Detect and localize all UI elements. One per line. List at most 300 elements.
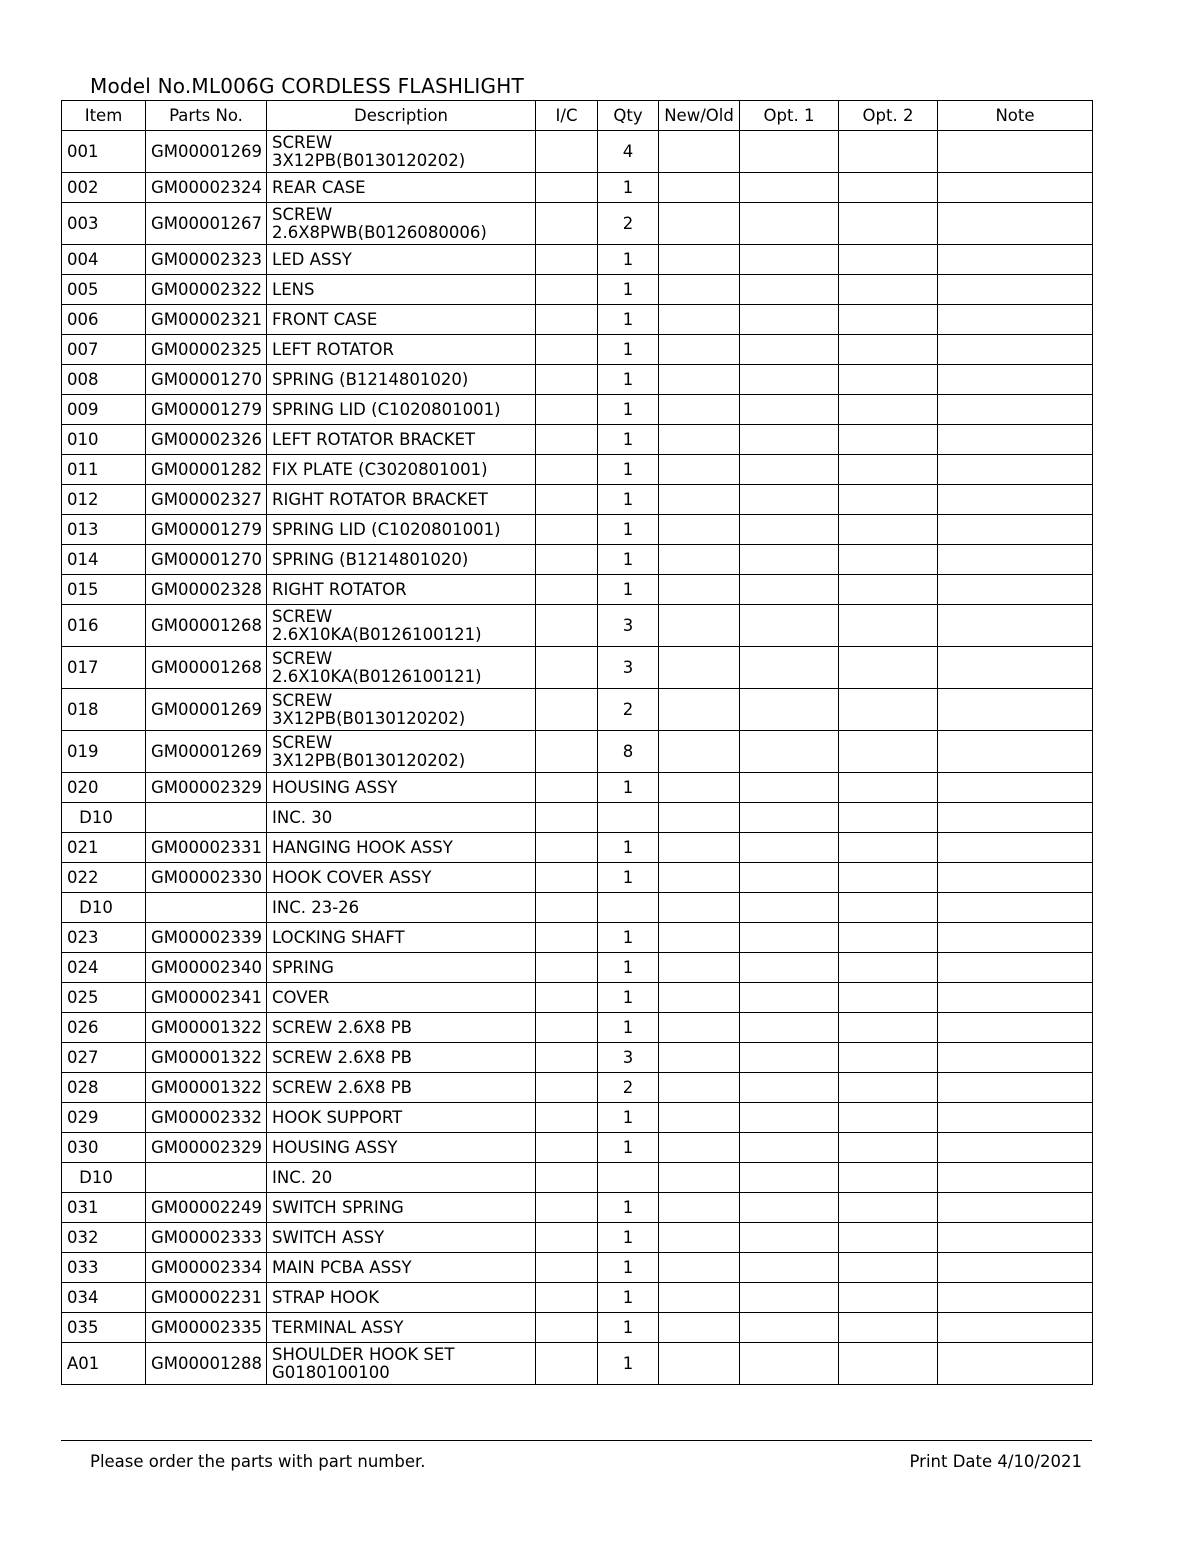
description-line: SCREW — [272, 648, 333, 668]
note-cell — [938, 731, 1093, 773]
description-line: MAIN PCBA ASSY — [272, 1257, 412, 1277]
item-cell: 033 — [62, 1253, 146, 1283]
parts-no-cell: GM00001322 — [146, 1013, 267, 1043]
description-line: SHOULDER HOOK SET — [272, 1344, 455, 1364]
table-row — [62, 545, 1093, 575]
table-row — [62, 485, 1093, 515]
parts-no-cell: GM00002249 — [146, 1193, 267, 1223]
column-header-parts-no: Parts No. — [146, 101, 267, 131]
description-line: RIGHT ROTATOR — [272, 579, 407, 599]
description-cell — [267, 1163, 536, 1193]
note-cell — [938, 1343, 1093, 1385]
description-line: LENS — [272, 279, 315, 299]
item-cell: 009 — [62, 395, 146, 425]
opt-2-cell — [839, 335, 938, 365]
item-cell: 029 — [62, 1103, 146, 1133]
note-cell — [938, 647, 1093, 689]
description-line: HANGING HOOK ASSY — [272, 837, 453, 857]
new-old-cell — [659, 275, 740, 305]
opt-2-cell — [839, 1253, 938, 1283]
table-row — [62, 1253, 1093, 1283]
qty-cell: 1 — [598, 485, 659, 515]
description-cell — [267, 731, 536, 773]
opt-1-cell — [740, 1283, 839, 1313]
note-cell — [938, 545, 1093, 575]
description-line: SPRING (B1214801020) — [272, 549, 469, 569]
note-cell — [938, 893, 1093, 923]
description-cell — [267, 1043, 536, 1073]
qty-cell: 1 — [598, 863, 659, 893]
description-line: 3X12PB(B0130120202) — [272, 708, 466, 728]
opt-1-cell — [740, 983, 839, 1013]
parts-no-cell: GM00001269 — [146, 731, 267, 773]
description-cell — [267, 605, 536, 647]
description-cell — [267, 1283, 536, 1313]
item-cell: 002 — [62, 173, 146, 203]
opt-1-cell — [740, 305, 839, 335]
description-cell — [267, 833, 536, 863]
description-line: SCREW — [272, 204, 333, 224]
note-cell — [938, 773, 1093, 803]
opt-2-cell — [839, 131, 938, 173]
item-cell: 004 — [62, 245, 146, 275]
ic-cell — [536, 1043, 598, 1073]
ic-cell — [536, 1313, 598, 1343]
new-old-cell — [659, 731, 740, 773]
qty-cell: 1 — [598, 1193, 659, 1223]
qty-cell: 1 — [598, 455, 659, 485]
qty-cell: 1 — [598, 1343, 659, 1385]
qty-cell: 1 — [598, 545, 659, 575]
item-cell: A01 — [62, 1343, 146, 1385]
description-cell — [267, 1223, 536, 1253]
ic-cell — [536, 275, 598, 305]
opt-1-cell — [740, 863, 839, 893]
description-line: 2.6X10KA(B0126100121) — [272, 624, 482, 644]
table-row — [62, 647, 1093, 689]
table-row — [62, 1103, 1093, 1133]
opt-2-cell — [839, 1103, 938, 1133]
ic-cell — [536, 335, 598, 365]
description-line: FIX PLATE (C3020801001) — [272, 459, 488, 479]
opt-2-cell — [839, 1133, 938, 1163]
table-row — [62, 953, 1093, 983]
note-cell — [938, 455, 1093, 485]
ic-cell — [536, 1283, 598, 1313]
opt-1-cell — [740, 647, 839, 689]
qty-cell: 1 — [598, 245, 659, 275]
description-line: TERMINAL ASSY — [272, 1317, 404, 1337]
description-cell — [267, 923, 536, 953]
description-line: SCREW 2.6X8 PB — [272, 1077, 413, 1097]
opt-2-cell — [839, 203, 938, 245]
opt-2-cell — [839, 1013, 938, 1043]
parts-no-cell: GM00002328 — [146, 575, 267, 605]
parts-no-cell: GM00002334 — [146, 1253, 267, 1283]
opt-1-cell — [740, 833, 839, 863]
qty-cell: 1 — [598, 1103, 659, 1133]
new-old-cell — [659, 1073, 740, 1103]
description-line: SCREW 2.6X8 PB — [272, 1017, 413, 1037]
description-cell — [267, 893, 536, 923]
new-old-cell — [659, 575, 740, 605]
description-cell — [267, 863, 536, 893]
qty-cell — [598, 893, 659, 923]
opt-1-cell — [740, 1223, 839, 1253]
opt-2-cell — [839, 1163, 938, 1193]
opt-2-cell — [839, 773, 938, 803]
parts-no-cell: GM00001269 — [146, 689, 267, 731]
qty-cell: 1 — [598, 923, 659, 953]
new-old-cell — [659, 395, 740, 425]
column-header-description: Description — [267, 101, 536, 131]
opt-2-cell — [839, 953, 938, 983]
description-cell — [267, 173, 536, 203]
item-cell: 025 — [62, 983, 146, 1013]
opt-1-cell — [740, 803, 839, 833]
opt-1-cell — [740, 545, 839, 575]
note-cell — [938, 1223, 1093, 1253]
ic-cell — [536, 731, 598, 773]
parts-no-cell: GM00001288 — [146, 1343, 267, 1385]
item-cell: 021 — [62, 833, 146, 863]
ic-cell — [536, 953, 598, 983]
qty-cell: 1 — [598, 395, 659, 425]
description-cell — [267, 647, 536, 689]
item-cell: 024 — [62, 953, 146, 983]
column-header-item: Item — [62, 101, 146, 131]
opt-2-cell — [839, 545, 938, 575]
opt-1-cell — [740, 773, 839, 803]
description-cell — [267, 1193, 536, 1223]
description-cell — [267, 335, 536, 365]
column-header-opt-2: Opt. 2 — [839, 101, 938, 131]
note-cell — [938, 1193, 1093, 1223]
item-cell: 001 — [62, 131, 146, 173]
item-cell: D10 — [62, 1163, 146, 1193]
description-cell — [267, 425, 536, 455]
note-cell — [938, 1103, 1093, 1133]
opt-1-cell — [740, 1163, 839, 1193]
item-cell: 017 — [62, 647, 146, 689]
parts-table-body — [62, 131, 1093, 1385]
opt-1-cell — [740, 893, 839, 923]
ic-cell — [536, 545, 598, 575]
description-cell — [267, 545, 536, 575]
description-cell — [267, 575, 536, 605]
description-line: COVER — [272, 987, 330, 1007]
opt-2-cell — [839, 605, 938, 647]
opt-1-cell — [740, 173, 839, 203]
opt-2-cell — [839, 455, 938, 485]
opt-2-cell — [839, 1223, 938, 1253]
new-old-cell — [659, 455, 740, 485]
note-cell — [938, 605, 1093, 647]
item-cell: 030 — [62, 1133, 146, 1163]
note-cell — [938, 203, 1093, 245]
new-old-cell — [659, 1133, 740, 1163]
table-row — [62, 305, 1093, 335]
description-line: SPRING LID (C1020801001) — [272, 399, 501, 419]
opt-1-cell — [740, 1253, 839, 1283]
parts-no-cell — [146, 1163, 267, 1193]
opt-1-cell — [740, 395, 839, 425]
new-old-cell — [659, 833, 740, 863]
description-cell — [267, 305, 536, 335]
opt-2-cell — [839, 515, 938, 545]
opt-1-cell — [740, 689, 839, 731]
note-cell — [938, 1163, 1093, 1193]
column-header-new-old: New/Old — [659, 101, 740, 131]
table-row — [62, 983, 1093, 1013]
note-cell — [938, 1013, 1093, 1043]
table-row — [62, 773, 1093, 803]
description-cell — [267, 131, 536, 173]
parts-no-cell: GM00002329 — [146, 773, 267, 803]
ic-cell — [536, 1343, 598, 1385]
ic-cell — [536, 485, 598, 515]
item-cell: D10 — [62, 893, 146, 923]
item-cell: 035 — [62, 1313, 146, 1343]
ic-cell — [536, 773, 598, 803]
new-old-cell — [659, 983, 740, 1013]
ic-cell — [536, 863, 598, 893]
new-old-cell — [659, 1343, 740, 1385]
description-cell — [267, 245, 536, 275]
new-old-cell — [659, 1313, 740, 1343]
qty-cell: 3 — [598, 605, 659, 647]
description-line: SCREW — [272, 690, 333, 710]
description-line: LEFT ROTATOR — [272, 339, 394, 359]
table-row — [62, 131, 1093, 173]
description-cell — [267, 1073, 536, 1103]
description-line: REAR CASE — [272, 177, 366, 197]
new-old-cell — [659, 1163, 740, 1193]
ic-cell — [536, 1163, 598, 1193]
opt-2-cell — [839, 863, 938, 893]
parts-no-cell: GM00001270 — [146, 365, 267, 395]
qty-cell: 1 — [598, 1253, 659, 1283]
opt-1-cell — [740, 1043, 839, 1073]
item-cell: 019 — [62, 731, 146, 773]
opt-2-cell — [839, 425, 938, 455]
item-cell: 014 — [62, 545, 146, 575]
note-cell — [938, 173, 1093, 203]
table-row — [62, 803, 1093, 833]
description-cell — [267, 983, 536, 1013]
new-old-cell — [659, 1103, 740, 1133]
description-line: LEFT ROTATOR BRACKET — [272, 429, 476, 449]
parts-no-cell: GM00002339 — [146, 923, 267, 953]
qty-cell — [598, 1163, 659, 1193]
qty-cell: 1 — [598, 173, 659, 203]
parts-no-cell: GM00002326 — [146, 425, 267, 455]
qty-cell: 1 — [598, 833, 659, 863]
qty-cell: 1 — [598, 1313, 659, 1343]
table-row — [62, 335, 1093, 365]
qty-cell: 1 — [598, 1283, 659, 1313]
opt-1-cell — [740, 605, 839, 647]
table-row — [62, 395, 1093, 425]
parts-no-cell: GM00002324 — [146, 173, 267, 203]
parts-no-cell: GM00001268 — [146, 647, 267, 689]
parts-no-cell: GM00002341 — [146, 983, 267, 1013]
table-row — [62, 575, 1093, 605]
opt-1-cell — [740, 335, 839, 365]
description-line: LOCKING SHAFT — [272, 927, 405, 947]
item-cell: 006 — [62, 305, 146, 335]
new-old-cell — [659, 173, 740, 203]
note-cell — [938, 1043, 1093, 1073]
ic-cell — [536, 305, 598, 335]
parts-table — [61, 100, 1093, 1385]
description-line: 2.6X10KA(B0126100121) — [272, 666, 482, 686]
description-line: HOOK COVER ASSY — [272, 867, 432, 887]
description-line: RIGHT ROTATOR BRACKET — [272, 489, 488, 509]
ic-cell — [536, 395, 598, 425]
opt-2-cell — [839, 647, 938, 689]
note-cell — [938, 923, 1093, 953]
opt-1-cell — [740, 131, 839, 173]
description-cell — [267, 1253, 536, 1283]
parts-no-cell — [146, 893, 267, 923]
item-cell: 005 — [62, 275, 146, 305]
new-old-cell — [659, 689, 740, 731]
parts-no-cell: GM00002340 — [146, 953, 267, 983]
parts-no-cell: GM00002335 — [146, 1313, 267, 1343]
item-cell: 015 — [62, 575, 146, 605]
note-cell — [938, 365, 1093, 395]
new-old-cell — [659, 605, 740, 647]
description-cell — [267, 803, 536, 833]
item-cell: 016 — [62, 605, 146, 647]
note-cell — [938, 953, 1093, 983]
table-row — [62, 605, 1093, 647]
note-cell — [938, 245, 1093, 275]
note-cell — [938, 863, 1093, 893]
note-cell — [938, 1073, 1093, 1103]
new-old-cell — [659, 515, 740, 545]
opt-1-cell — [740, 455, 839, 485]
footer-divider — [61, 1440, 1092, 1441]
item-cell: 027 — [62, 1043, 146, 1073]
parts-no-cell: GM00002333 — [146, 1223, 267, 1253]
column-header-opt-1: Opt. 1 — [740, 101, 839, 131]
item-cell: D10 — [62, 803, 146, 833]
opt-2-cell — [839, 1283, 938, 1313]
ic-cell — [536, 131, 598, 173]
new-old-cell — [659, 305, 740, 335]
parts-no-cell: GM00002323 — [146, 245, 267, 275]
parts-no-cell — [146, 803, 267, 833]
description-line: SCREW — [272, 132, 333, 152]
opt-2-cell — [839, 275, 938, 305]
ic-cell — [536, 515, 598, 545]
table-row — [62, 1133, 1093, 1163]
column-header-note: Note — [938, 101, 1093, 131]
qty-cell: 3 — [598, 1043, 659, 1073]
description-line: SPRING LID (C1020801001) — [272, 519, 501, 539]
ic-cell — [536, 605, 598, 647]
qty-cell — [598, 803, 659, 833]
qty-cell: 3 — [598, 647, 659, 689]
opt-1-cell — [740, 485, 839, 515]
ic-cell — [536, 1013, 598, 1043]
opt-2-cell — [839, 575, 938, 605]
item-cell: 018 — [62, 689, 146, 731]
ic-cell — [536, 1133, 598, 1163]
item-cell: 026 — [62, 1013, 146, 1043]
qty-cell: 4 — [598, 131, 659, 173]
parts-no-cell: GM00002329 — [146, 1133, 267, 1163]
ic-cell — [536, 1193, 598, 1223]
description-line: LED ASSY — [272, 249, 352, 269]
table-row — [62, 1163, 1093, 1193]
opt-1-cell — [740, 1193, 839, 1223]
qty-cell: 2 — [598, 203, 659, 245]
table-row — [62, 203, 1093, 245]
description-line: 3X12PB(B0130120202) — [272, 750, 466, 770]
item-cell: 032 — [62, 1223, 146, 1253]
description-cell — [267, 1013, 536, 1043]
table-row — [62, 365, 1093, 395]
ic-cell — [536, 983, 598, 1013]
note-cell — [938, 983, 1093, 1013]
opt-2-cell — [839, 689, 938, 731]
description-line: INC. 30 — [272, 807, 333, 827]
description-cell — [267, 485, 536, 515]
new-old-cell — [659, 773, 740, 803]
table-row — [62, 515, 1093, 545]
new-old-cell — [659, 335, 740, 365]
parts-no-cell: GM00002330 — [146, 863, 267, 893]
new-old-cell — [659, 545, 740, 575]
opt-1-cell — [740, 923, 839, 953]
new-old-cell — [659, 953, 740, 983]
ic-cell — [536, 575, 598, 605]
note-cell — [938, 395, 1093, 425]
new-old-cell — [659, 1223, 740, 1253]
note-cell — [938, 275, 1093, 305]
table-row — [62, 1013, 1093, 1043]
qty-cell: 1 — [598, 953, 659, 983]
description-line: 3X12PB(B0130120202) — [272, 150, 466, 170]
description-cell — [267, 275, 536, 305]
ic-cell — [536, 689, 598, 731]
table-header-row — [62, 101, 1093, 131]
opt-2-cell — [839, 893, 938, 923]
item-cell: 007 — [62, 335, 146, 365]
note-cell — [938, 305, 1093, 335]
description-line: HOUSING ASSY — [272, 1137, 398, 1157]
ic-cell — [536, 1253, 598, 1283]
description-cell — [267, 1343, 536, 1385]
parts-no-cell: GM00001282 — [146, 455, 267, 485]
table-row — [62, 1073, 1093, 1103]
opt-2-cell — [839, 245, 938, 275]
opt-1-cell — [740, 953, 839, 983]
new-old-cell — [659, 893, 740, 923]
item-cell: 008 — [62, 365, 146, 395]
description-cell — [267, 365, 536, 395]
opt-2-cell — [839, 833, 938, 863]
opt-1-cell — [740, 1013, 839, 1043]
opt-2-cell — [839, 485, 938, 515]
item-cell: 028 — [62, 1073, 146, 1103]
ic-cell — [536, 455, 598, 485]
opt-2-cell — [839, 1043, 938, 1073]
parts-no-cell: GM00002322 — [146, 275, 267, 305]
